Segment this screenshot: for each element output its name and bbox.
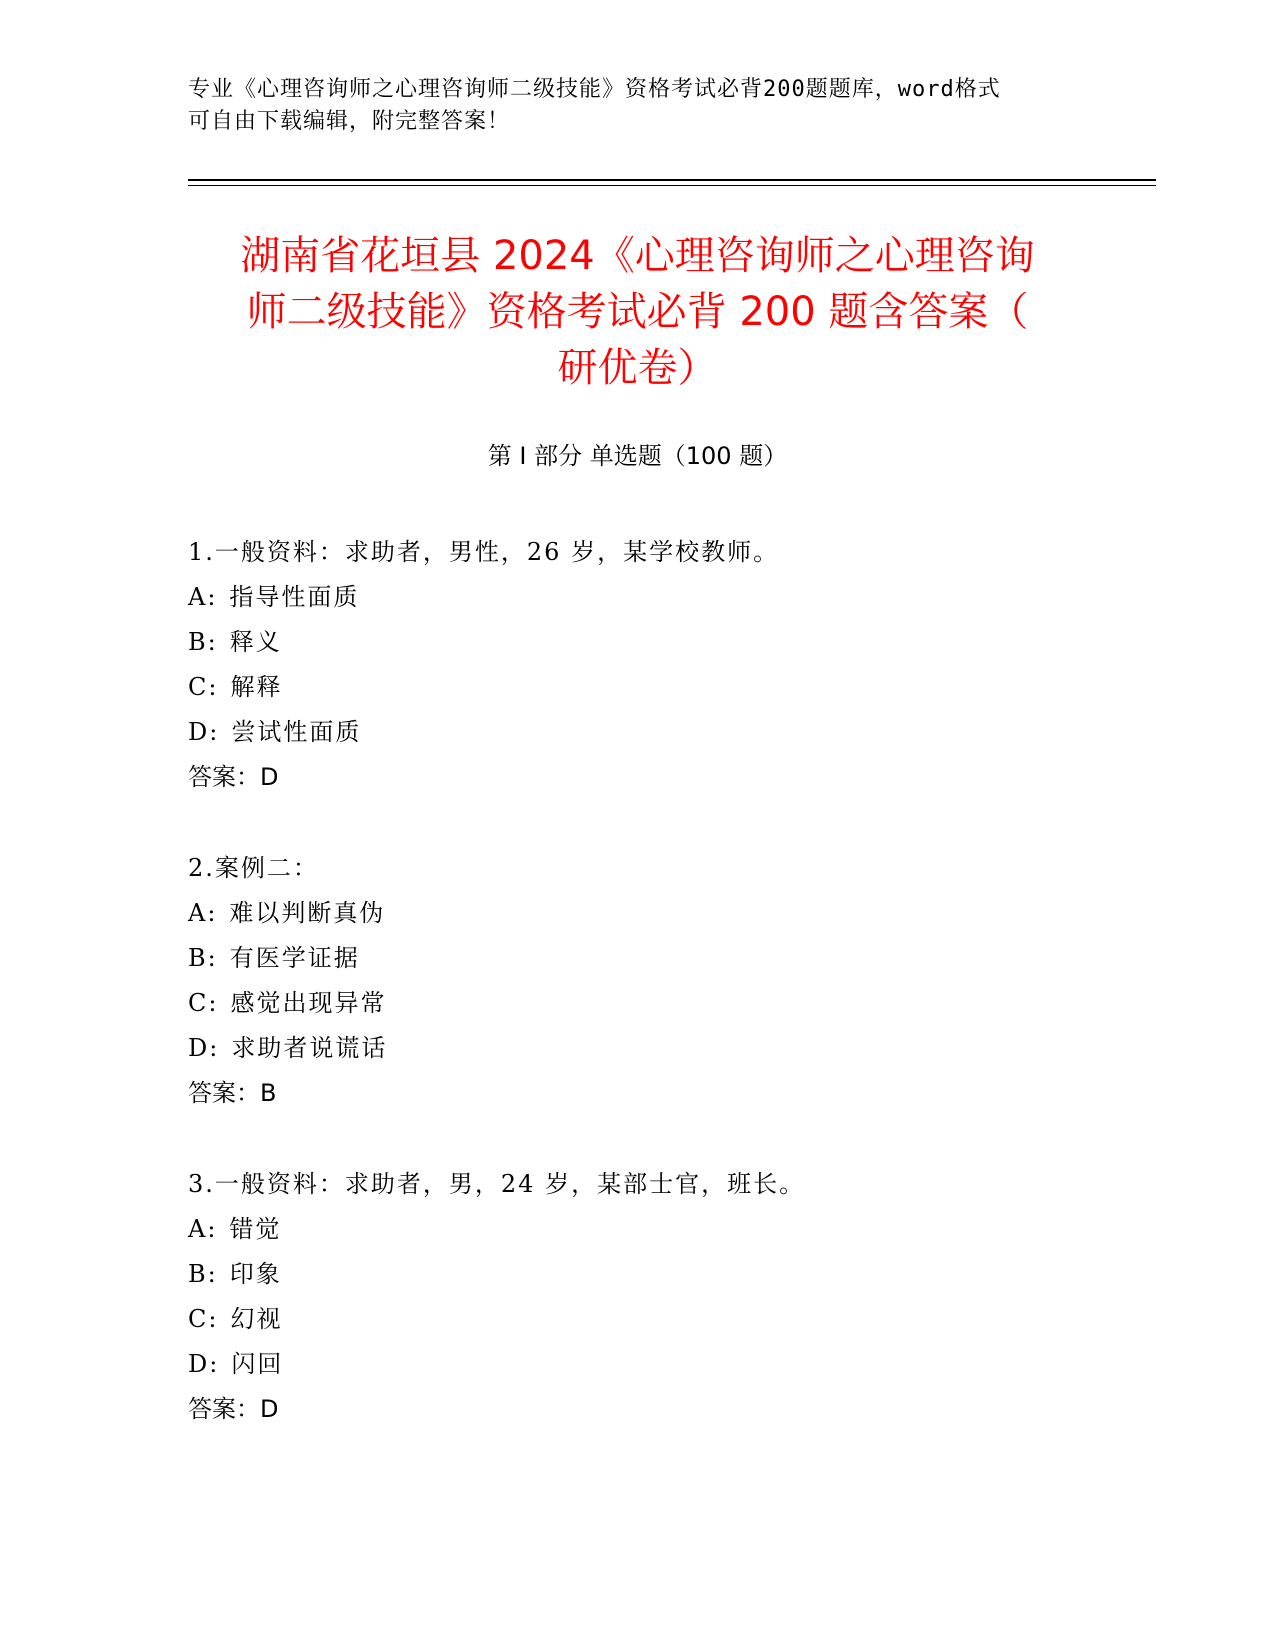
header-divider-thin xyxy=(188,185,1156,186)
question-stem: 2.案例二： xyxy=(188,854,319,882)
option-key: D: xyxy=(188,1350,220,1378)
title-line-1: 湖南省花垣县 2024《心理咨询师之心理咨询 xyxy=(240,233,1035,279)
question-2 xyxy=(188,846,1138,1116)
option-key: D: xyxy=(188,718,220,746)
option-d xyxy=(188,1342,1138,1387)
option-d xyxy=(188,710,1138,755)
option-c xyxy=(188,1297,1138,1342)
option-text: 错觉 xyxy=(229,1215,282,1243)
answer: 答案：D xyxy=(188,1395,279,1423)
question-stem: 1.一般资料：求助者，男性，26 岁，某学校教师。 xyxy=(188,538,780,566)
option-b xyxy=(188,620,1138,665)
title-line-3: 研优卷） xyxy=(557,345,718,391)
answer: 答案：B xyxy=(188,1079,277,1107)
option-c xyxy=(188,665,1138,710)
option-text: 释义 xyxy=(229,628,282,656)
option-key: B: xyxy=(188,628,218,656)
option-key: B: xyxy=(188,944,218,972)
option-text: 难以判断真伪 xyxy=(229,899,386,927)
question-stem: 3.一般资料：求助者，男，24 岁，某部士官，班长。 xyxy=(188,1170,806,1198)
option-a xyxy=(188,891,1138,936)
option-b xyxy=(188,1252,1138,1297)
option-key: C: xyxy=(188,1305,219,1333)
option-key: C: xyxy=(188,989,219,1017)
option-text: 指导性面质 xyxy=(229,583,360,611)
header-note-line-2: 可自由下载编辑，附完整答案！ xyxy=(188,109,511,134)
section-heading: 第 I 部分 单选题（100 题） xyxy=(487,442,788,470)
header-note-line-1: 专业《心理咨询师之心理咨询师二级技能》资格考试必背200题题库，word格式 xyxy=(188,77,1001,102)
option-a xyxy=(188,575,1138,620)
title-line-2: 师二级技能》资格考试必背 200 题含答案（ xyxy=(246,289,1029,335)
question-3 xyxy=(188,1162,1138,1432)
option-a xyxy=(188,1207,1138,1252)
option-text: 尝试性面质 xyxy=(231,718,362,746)
option-key: D: xyxy=(188,1034,220,1062)
option-key: A: xyxy=(188,899,218,927)
option-text: 感觉出现异常 xyxy=(230,989,387,1017)
question-list xyxy=(188,530,1138,1478)
option-text: 求助者说谎话 xyxy=(231,1034,388,1062)
answer: 答案：D xyxy=(188,763,279,791)
option-text: 解释 xyxy=(230,673,283,701)
option-text: 有医学证据 xyxy=(229,944,360,972)
option-text: 印象 xyxy=(229,1260,282,1288)
option-key: C: xyxy=(188,673,219,701)
header-divider-thick xyxy=(188,179,1156,181)
option-key: A: xyxy=(188,583,218,611)
document-title xyxy=(150,228,1125,396)
option-d xyxy=(188,1026,1138,1071)
option-key: A: xyxy=(188,1215,218,1243)
option-key: B: xyxy=(188,1260,218,1288)
option-c xyxy=(188,981,1138,1026)
option-text: 闪回 xyxy=(231,1350,284,1378)
option-text: 幻视 xyxy=(230,1305,283,1333)
header-note xyxy=(188,74,1088,138)
question-1 xyxy=(188,530,1138,800)
option-b xyxy=(188,936,1138,981)
